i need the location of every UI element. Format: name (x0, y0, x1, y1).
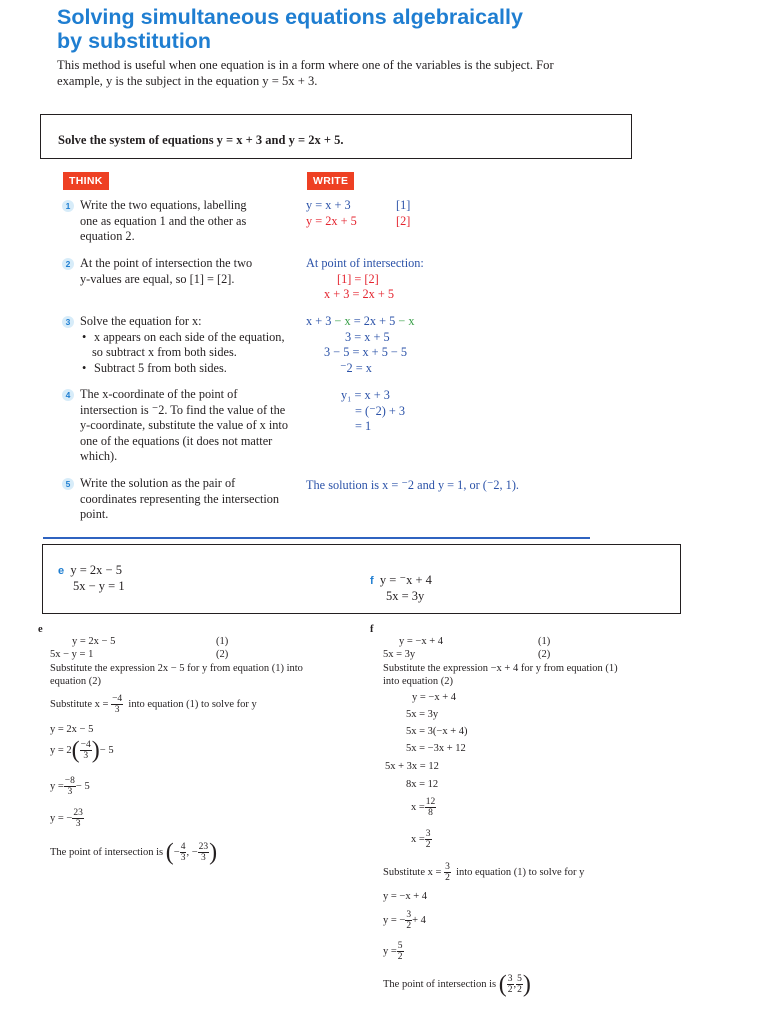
write-part: = 2x + 5 (350, 314, 399, 328)
text: y = 2 (50, 744, 72, 756)
write-line: At point of intersection: (306, 256, 424, 270)
step-4-number: 4 (62, 389, 74, 401)
text: Substitute x = (50, 698, 109, 710)
sol-f-work6: 8x = 12 (406, 779, 439, 790)
text: y = (383, 945, 397, 957)
sol-f-work7 (411, 797, 436, 818)
sol-f-line1: y = −x + 4 (383, 891, 428, 902)
think-line: The x-coordinate of the point of (80, 387, 238, 401)
denominator: 2 (507, 985, 513, 995)
text: x = (411, 801, 425, 813)
denominator: 2 (425, 840, 431, 850)
denominator: 2 (517, 985, 522, 995)
exercise-e (58, 563, 125, 594)
text: Substitute x = (383, 866, 442, 878)
think-line: point. (80, 507, 109, 522)
sol-f-substitute (383, 862, 584, 883)
numerator: −4 (80, 740, 91, 750)
sol-f-eq2: 5x = 3y (383, 649, 416, 660)
text: + 4 (412, 914, 426, 926)
exercise-box (42, 544, 681, 614)
numerator: 4 (180, 842, 186, 852)
sol-f-sub2: into equation (2) (383, 676, 453, 687)
think-line: y-values are equal, so [1] = [2]. (80, 271, 235, 286)
denominator: 2 (445, 873, 450, 883)
exercise-f-label: f (370, 575, 374, 587)
sol-f-work8 (411, 829, 432, 850)
equation-2: y = 2x + 5 (306, 213, 357, 228)
think-line: one as equation 1 and the other as (80, 213, 247, 228)
denominator: 3 (180, 853, 186, 863)
text: The point of intersection is (50, 846, 164, 858)
step-1-write (306, 198, 357, 229)
sol-f-eq1: y = −x + 4 (399, 636, 444, 647)
sol-e-answer: The point of intersection is (− $\frac{4}{3}$ , − $\frac{23}{3}$ ) (50, 839, 218, 866)
think-line: equation 2. (80, 229, 135, 244)
write-part: x + 3 (306, 314, 335, 328)
sol-e-eq2: 5x − y = 1 (50, 649, 94, 660)
exercise-line: 5x = 3y (386, 589, 425, 603)
write-line: ⁻2 = x (340, 360, 372, 375)
exercise-e-label: e (58, 565, 65, 577)
text: − 5 (99, 744, 114, 756)
write-part: − x (334, 314, 351, 328)
sol-f-line2 (383, 910, 426, 931)
intro-paragraph: This method is useful when one equation is in a form where one of the variables is the subject. For example, y is the subject in the equation y = 5x + 3. (57, 58, 554, 88)
sol-f-answer: The point of intersection is ( $\frac{3}{2}$ , $\frac{5}{2}$ ) (383, 971, 531, 998)
write-line: 3 = x + 5 (345, 329, 390, 344)
denominator: 2 (406, 921, 412, 931)
problem-statement: Solve the system of equations y = x + 3 and y = 2x + 5. (58, 133, 344, 147)
numerator: 23 (198, 842, 209, 852)
sol-e-eq2-tag: (2) (216, 649, 229, 660)
numerator: 5 (397, 941, 403, 951)
step-2-write (306, 256, 424, 303)
sol-f-sub1: Substitute the expression −x + 4 for y from equation (1) (383, 663, 618, 674)
think-line: which). (80, 449, 118, 464)
sol-e-line2: y = 2( $\frac{-4}{3}$ )− 5 (50, 737, 114, 764)
numerator: 3 (425, 829, 431, 839)
equation-1: y = x + 3 (306, 198, 351, 212)
sol-e-line3 (50, 776, 90, 797)
sol-f-line3 (383, 941, 404, 962)
text: into equation (1) to solve for y (456, 866, 585, 878)
text: y = (50, 780, 64, 792)
write-line: = 1 (355, 419, 372, 434)
write-line: = (⁻2) + 3 (355, 403, 406, 418)
equation-tag: [1] (396, 198, 411, 212)
sol-e-eq1: y = 2x − 5 (72, 636, 116, 647)
numerator: 3 (445, 862, 450, 872)
numerator: 3 (507, 974, 513, 984)
exercise-line: y = 2x − 5 (70, 563, 122, 577)
solution-e-label: e (38, 624, 43, 635)
think-line: y-coordinate, substitute the value of x into (80, 418, 288, 433)
sol-e-sub1: Substitute the expression 2x − 5 for y from equation (1) into (50, 663, 303, 674)
numerator: −4 (112, 694, 123, 704)
text: − 5 (75, 780, 90, 792)
exercise-f (370, 573, 432, 604)
step-5-write: The solution is x = ⁻2 and y = 1, or (⁻2, 1). (306, 478, 519, 492)
numerator: 5 (517, 974, 522, 984)
denominator: 8 (428, 808, 433, 818)
text: The point of intersection is (383, 978, 497, 990)
denominator: 3 (201, 853, 206, 863)
step-1-think (80, 198, 247, 245)
bullet: • (82, 329, 87, 344)
sol-f-eq1-tag: (1) (538, 636, 551, 647)
numerator: 12 (425, 797, 436, 807)
page-title-line-2: by substitution (57, 29, 212, 53)
sol-f-eq2-tag: (2) (538, 649, 551, 660)
page-title: Solving simultaneous equations algebraically (57, 5, 523, 29)
denominator: 3 (67, 787, 73, 797)
think-line: Write the solution as the pair of (80, 476, 236, 490)
step-2-think (80, 256, 252, 287)
numerator: 23 (73, 808, 83, 818)
solution-f-label: f (370, 624, 374, 635)
step-3-number: 3 (62, 316, 74, 328)
sol-f-work1: y = −x + 4 (412, 692, 457, 703)
text: x = (411, 833, 425, 845)
think-line: Subtract 5 from both sides. (94, 360, 227, 375)
step-2-number: 2 (62, 258, 74, 270)
bullet: • (82, 360, 87, 375)
sol-f-work2: 5x = 3y (406, 709, 439, 720)
think-line: Solve the equation for x: (80, 314, 202, 328)
step-3-write (306, 314, 415, 376)
write-line: y₁ = x + 3 (341, 388, 390, 402)
denominator: 3 (83, 751, 89, 761)
text: into equation (1) to solve for y (128, 698, 257, 710)
denominator: 2 (397, 952, 403, 962)
sol-f-work3: 5x = 3(−x + 4) (406, 726, 468, 737)
think-line: coordinates representing the intersection (80, 491, 280, 506)
think-line: intersection is ⁻2. To find the value of the (80, 402, 286, 417)
numerator: −8 (64, 776, 75, 786)
sol-e-eq1-tag: (1) (216, 636, 229, 647)
numerator: 3 (406, 910, 412, 920)
step-4-write (341, 388, 405, 435)
exercise-line: y = ⁻x + 4 (379, 573, 432, 587)
think-line: x appears on each side of the equation, (94, 329, 285, 344)
think-line: one of the equations (it does not matter (80, 433, 273, 448)
write-label: WRITE (307, 172, 354, 190)
write-line: x + 3 = 2x + 5 (324, 287, 394, 302)
step-1-number: 1 (62, 200, 74, 212)
sol-f-work5: 5x + 3x = 12 (385, 761, 439, 772)
denominator: 3 (114, 705, 120, 715)
step-4-think (80, 387, 288, 465)
think-label: THINK (63, 172, 109, 190)
equation-tag: [2] (396, 213, 411, 228)
write-line: 3 − 5 = x + 5 − 5 (324, 345, 408, 360)
think-line: Write the two equations, labelling (80, 198, 247, 212)
write-line: [1] = [2] (337, 271, 379, 286)
think-line: so subtract x from both sides. (92, 345, 237, 360)
sol-e-line4 (50, 808, 84, 829)
sol-e-sub2: equation (2) (50, 676, 102, 687)
step-5-think (80, 476, 279, 523)
section-divider (43, 537, 590, 539)
denominator: 3 (75, 819, 81, 829)
sol-e-line1: y = 2x − 5 (50, 724, 94, 735)
think-line: At the point of intersection the two (80, 256, 253, 270)
exercise-line: 5x − y = 1 (73, 579, 125, 593)
text: y = − (50, 812, 73, 824)
sol-e-substitute (50, 694, 257, 715)
step-1-tags (396, 198, 410, 229)
write-part: − x (398, 314, 415, 328)
step-3-think (80, 314, 285, 376)
step-5-number: 5 (62, 478, 74, 490)
text: y = − (383, 914, 406, 926)
sol-f-work4: 5x = −3x + 12 (406, 743, 466, 754)
